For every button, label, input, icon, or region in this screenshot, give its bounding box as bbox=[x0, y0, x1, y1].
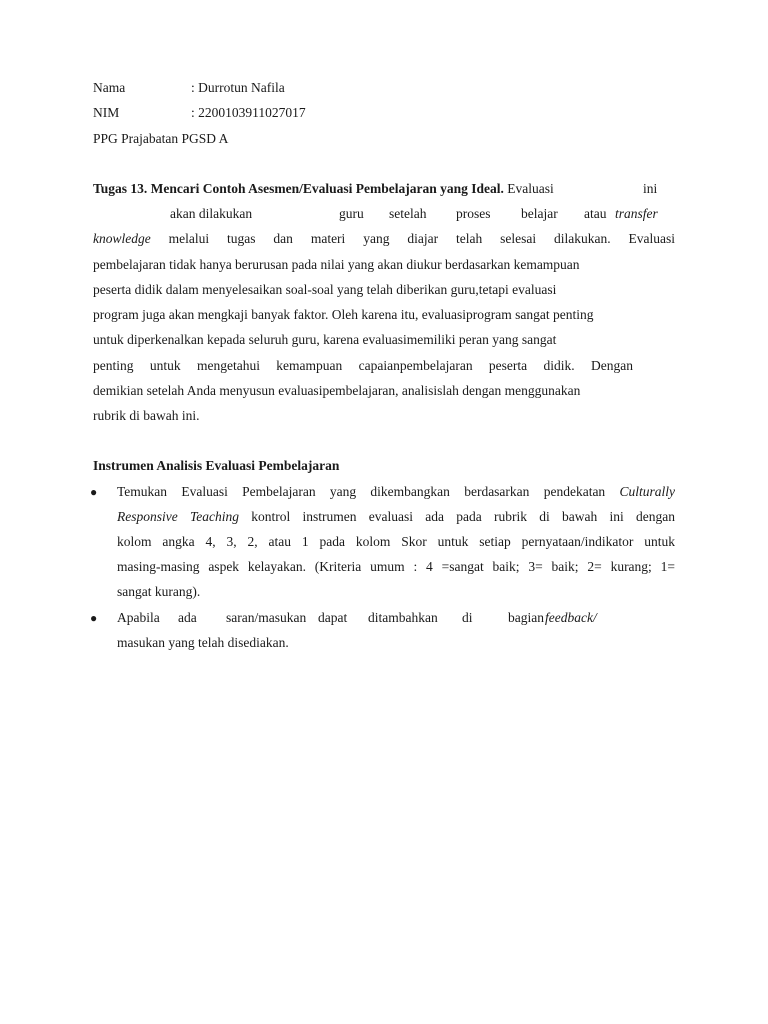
nim-value: : 2200103911027017 bbox=[191, 105, 306, 120]
name-label: Nama bbox=[93, 80, 126, 95]
task-line-7: untuk diperkenalkan kepada seluruh guru, karena evaluasimemiliki peran yang sangat bbox=[93, 332, 557, 347]
task-line-6: program juga akan mengkaji banyak faktor. Oleh karena itu, evaluasiprogram sangat penting bbox=[93, 307, 594, 322]
task-line2-w4: proses bbox=[456, 206, 491, 221]
bullet1-line-1 bbox=[117, 483, 675, 501]
bullet1-line2-italic: Responsive Teaching bbox=[117, 509, 239, 524]
task-line-3 bbox=[93, 230, 675, 248]
bullet1-line-4: masing-masing aspek kelayakan. (Kriteria umum : 4 =sangat baik; 3= baik; 2= kurang; 1= bbox=[117, 559, 675, 574]
bullet1-line-5: sangat kurang). bbox=[117, 584, 201, 599]
bullet2-line1-italic: feedback/ bbox=[545, 610, 597, 625]
bullet1-line-3: kolom angka 4, 3, 2, atau 1 pada kolom Skor untuk setiap pernyataan/indikator untuk bbox=[117, 534, 675, 549]
instrument-heading: Instrumen Analisis Evaluasi Pembelajaran bbox=[93, 458, 340, 473]
nim-label: NIM bbox=[93, 105, 120, 120]
bullet2-word: dapat bbox=[318, 610, 348, 625]
task-line3-text: melalui tugas dan materi yang diajar telah selesai dilakukan. Evaluasi bbox=[168, 231, 676, 246]
task-line-4: pembelajaran tidak hanya berurusan pada nilai yang akan diukur berdasarkan kemampuan bbox=[93, 257, 580, 272]
name-row bbox=[93, 79, 285, 97]
task-line1-word1: Evaluasi bbox=[503, 181, 554, 196]
bullet1-line-2 bbox=[117, 508, 675, 526]
bullet2-word: Apabila bbox=[117, 610, 160, 625]
task-line2-w1: akan dilakukan bbox=[170, 206, 253, 221]
bullet1-line1-italic: Culturally bbox=[619, 484, 676, 499]
task-title: Tugas 13. Mencari Contoh Asesmen/Evaluasi Pembelajaran yang Ideal. bbox=[93, 181, 504, 196]
task-line-8: penting untuk mengetahui kemampuan capaianpembelajaran peserta didik. Dengan bbox=[93, 358, 633, 373]
task-line3-italic: knowledge bbox=[93, 231, 151, 246]
bullet2-word: ditambahkan bbox=[368, 610, 438, 625]
nim-row bbox=[93, 104, 306, 122]
task-line-5: peserta didik dalam menyelesaikan soal-soal yang telah diberikan guru,tetapi evaluasi bbox=[93, 282, 557, 297]
bullet1-line1-text: Temukan Evaluasi Pembelajaran yang dikembangkan berdasarkan pendekatan bbox=[117, 484, 606, 499]
task-line2-w6: atau bbox=[584, 206, 607, 221]
task-line-9: demikian setelah Anda menyusun evaluasipembelajaran, analisislah dengan menggunakan bbox=[93, 383, 581, 398]
bullet2-word: bagian bbox=[508, 610, 544, 625]
bullet1-line2-text: kontrol instrumen evaluasi ada pada rubrik di bawah ini dengan bbox=[251, 509, 676, 524]
task-line2-w2: guru bbox=[339, 206, 364, 221]
task-line-1 bbox=[93, 180, 659, 198]
bullet-dot-2: ● bbox=[90, 611, 98, 625]
bullet2-word: ada bbox=[178, 610, 197, 625]
bullet-dot-1: ● bbox=[90, 485, 98, 499]
program-line: PPG Prajabatan PGSD A bbox=[93, 131, 229, 146]
task-line-10: rubrik di bawah ini. bbox=[93, 408, 200, 423]
task-line2-w5: belajar bbox=[521, 206, 558, 221]
bullet2-line-2: masukan yang telah disediakan. bbox=[117, 635, 289, 650]
name-value: : Durrotun Nafila bbox=[191, 80, 285, 95]
task-line2-italic: transfer bbox=[615, 206, 658, 221]
task-line2-w3: setelah bbox=[389, 206, 427, 221]
task-line1-word2: ini bbox=[643, 181, 658, 196]
bullet2-word: di bbox=[462, 610, 473, 625]
bullet2-word: saran/masukan bbox=[226, 610, 307, 625]
